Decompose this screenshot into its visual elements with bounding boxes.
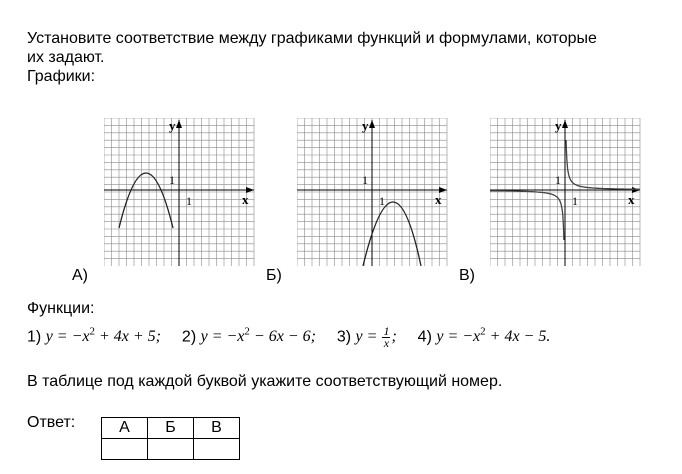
answer-table bbox=[101, 417, 240, 460]
functions-row bbox=[27, 323, 550, 349]
graph-a-canvas bbox=[104, 118, 256, 266]
unit-y-label: 1 bbox=[555, 173, 561, 187]
answer-header-v: В bbox=[194, 418, 240, 439]
task-line-2: их задают. bbox=[27, 49, 105, 66]
answer-cell-a[interactable] bbox=[102, 439, 148, 460]
graph-a-label: А) bbox=[72, 267, 88, 284]
unit-x-label: 1 bbox=[379, 194, 385, 208]
answer-header-a: А bbox=[102, 418, 148, 439]
curve-branch-left bbox=[490, 191, 564, 240]
graph-b-label: Б) bbox=[266, 267, 282, 284]
graph-v-canvas bbox=[490, 118, 642, 266]
graph-v-label: В) bbox=[459, 267, 475, 284]
function-1-formula: $y = -x^2 + 4x + 5$; bbox=[45, 326, 162, 346]
function-2-formula: $y = -x^2 - 6x - 6$; bbox=[200, 326, 316, 346]
answer-input-row bbox=[102, 439, 240, 460]
unit-y-label: 1 bbox=[169, 173, 175, 187]
y-axis-label: y bbox=[555, 118, 562, 133]
function-4-formula: $y = -x^2 + 4x - 5$. bbox=[436, 326, 551, 346]
x-axis-label: x bbox=[242, 192, 249, 207]
answer-header-b: Б bbox=[148, 418, 194, 439]
unit-x-label: 1 bbox=[572, 194, 578, 208]
x-axis-label: x bbox=[628, 192, 635, 207]
function-1-number: 1) bbox=[27, 328, 42, 346]
task-line-1: Установите соответствие между графиками функций и формулами, которые bbox=[27, 30, 597, 47]
unit-y-label: 1 bbox=[362, 173, 368, 187]
y-axis-arrow-icon bbox=[176, 120, 182, 128]
curve bbox=[119, 173, 173, 228]
answer-label: Ответ: bbox=[27, 414, 76, 431]
y-axis-label: y bbox=[362, 118, 369, 133]
x-axis-label: x bbox=[435, 192, 442, 207]
function-3-formula: y = $\frac{1}{x}$ ; bbox=[355, 324, 397, 351]
y-axis-arrow-icon bbox=[369, 120, 375, 128]
instruction: В таблице под каждой буквой укажите соответствующий номер. bbox=[27, 373, 503, 390]
function-4-number: 4) bbox=[417, 328, 432, 346]
function-2-number: 2) bbox=[181, 328, 197, 346]
answer-header-row bbox=[102, 418, 240, 439]
graph-a bbox=[104, 118, 256, 266]
unit-x-label: 1 bbox=[186, 194, 192, 208]
functions-heading: Функции: bbox=[27, 300, 95, 317]
graph-b-canvas bbox=[297, 118, 449, 266]
answer-cell-b[interactable] bbox=[148, 439, 194, 460]
y-axis-label: y bbox=[169, 118, 176, 133]
graphs-heading: Графики: bbox=[27, 68, 96, 85]
graph-b bbox=[297, 118, 449, 266]
graph-v bbox=[490, 118, 642, 266]
y-axis-arrow-icon bbox=[562, 120, 568, 128]
function-3-number: 3) bbox=[336, 328, 352, 346]
answer-cell-v[interactable] bbox=[194, 439, 240, 460]
